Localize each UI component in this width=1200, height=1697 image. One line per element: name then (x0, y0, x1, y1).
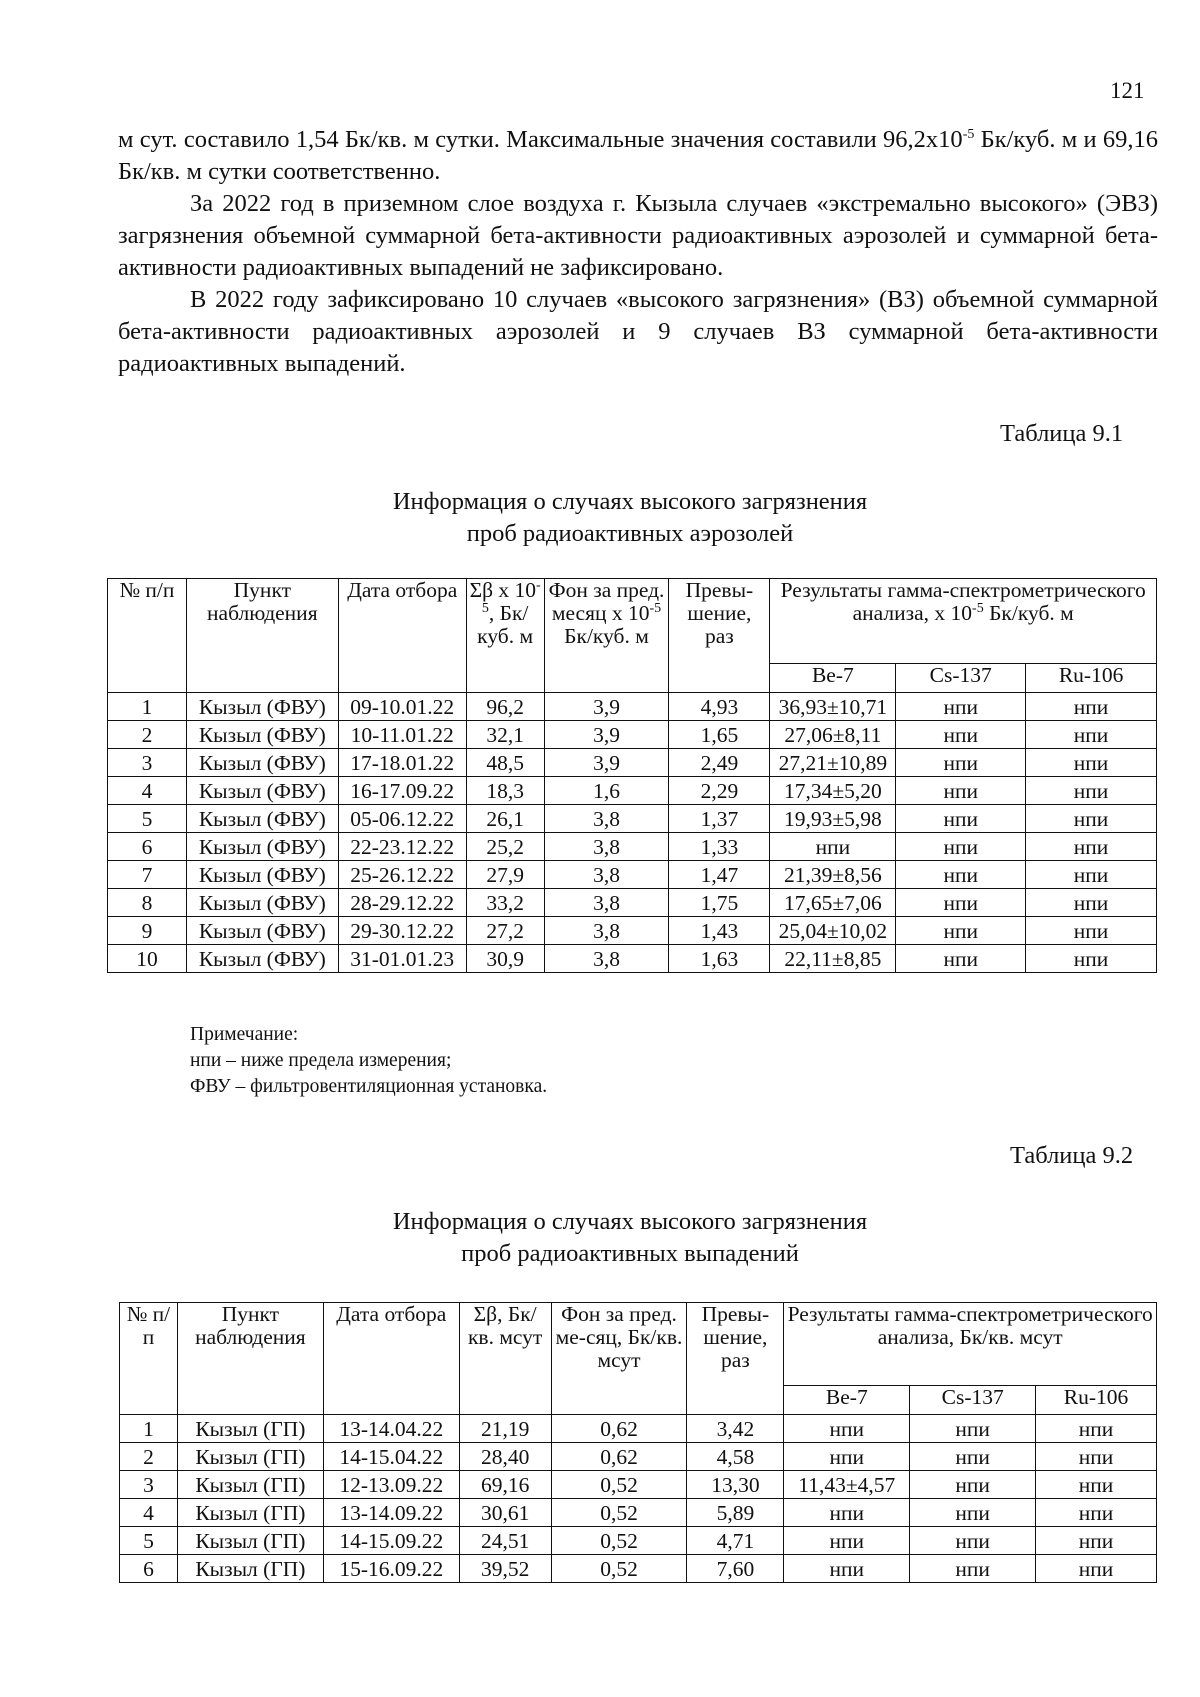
cell-num: 10 (108, 945, 187, 973)
cell-ru106: нпи (1026, 917, 1157, 945)
cell-cs137: нпи (896, 749, 1026, 777)
paragraph-1-text-a: м сут. составило 1,54 Бк/кв. м сутки. Максимальные значения составили 96,2х10 (118, 126, 963, 153)
cell-sum-beta: 24,51 (459, 1527, 551, 1555)
cell-cs137: нпи (910, 1555, 1036, 1583)
cell-excess: 1,33 (669, 833, 770, 861)
cell-ru106: нпи (1036, 1443, 1157, 1471)
cell-be7: 11,43±4,57 (784, 1471, 910, 1499)
note-block (190, 1022, 547, 1100)
header-point: Пункт наблюдения (186, 579, 338, 693)
table-row (120, 1555, 1157, 1583)
cell-num: 2 (108, 721, 187, 749)
note-line-1: нпи – ниже предела измерения; (190, 1050, 452, 1071)
cell-background: 3,8 (544, 945, 669, 973)
cell-num: 4 (120, 1499, 178, 1527)
header-sum-beta-a: Σβ х 10 (469, 578, 537, 602)
cell-be7: 17,34±5,20 (770, 777, 896, 805)
table-2-title-line-2: проб радиоактивных выпадений (461, 1240, 799, 1267)
table-row (120, 1527, 1157, 1555)
cell-cs137: нпи (896, 721, 1026, 749)
cell-num: 8 (108, 889, 187, 917)
table-row (108, 777, 1157, 805)
page-number: 121 (1110, 78, 1145, 103)
cell-be7: нпи (784, 1527, 910, 1555)
paragraph-1 (118, 124, 1158, 188)
cell-excess: 7,60 (687, 1555, 784, 1583)
table-1-title (250, 486, 1010, 550)
cell-num: 6 (120, 1555, 178, 1583)
cell-num: 3 (120, 1471, 178, 1499)
cell-num: 1 (108, 693, 187, 721)
cell-background: 1,6 (544, 777, 669, 805)
table-row (108, 833, 1157, 861)
header-background-sup: -5 (649, 600, 662, 616)
cell-date: 29-30.12.22 (338, 917, 466, 945)
cell-date: 16-17.09.22 (338, 777, 466, 805)
cell-date: 22-23.12.22 (338, 833, 466, 861)
cell-point: Кызыл (ФВУ) (186, 749, 338, 777)
header-sum-beta: Σβ, Бк/кв. мсут (459, 1303, 551, 1415)
header-background: Фон за пред. ме-сяц, Бк/кв. мсут (551, 1303, 687, 1415)
table-row (120, 1415, 1157, 1443)
header-ru106: Ru-106 (1036, 1386, 1157, 1415)
header-point: Пункт наблюдения (177, 1303, 323, 1415)
cell-background: 3,8 (544, 889, 669, 917)
cell-date: 15-16.09.22 (323, 1555, 459, 1583)
table-row (120, 1499, 1157, 1527)
cell-background: 0,62 (551, 1443, 687, 1471)
table-row (108, 693, 1157, 721)
cell-excess: 2,49 (669, 749, 770, 777)
cell-sum-beta: 27,9 (466, 861, 544, 889)
cell-cs137: нпи (910, 1471, 1036, 1499)
cell-background: 3,8 (544, 805, 669, 833)
header-be7: Be-7 (784, 1386, 910, 1415)
cell-be7: нпи (784, 1415, 910, 1443)
cell-point: Кызыл (ФВУ) (186, 917, 338, 945)
table-2-title (250, 1206, 1010, 1270)
cell-ru106: нпи (1036, 1471, 1157, 1499)
table-1-title-line-2: проб радиоактивных аэрозолей (466, 520, 794, 547)
cell-point: Кызыл (ФВУ) (186, 693, 338, 721)
cell-background: 0,62 (551, 1415, 687, 1443)
cell-date: 28-29.12.22 (338, 889, 466, 917)
cell-ru106: нпи (1036, 1527, 1157, 1555)
cell-cs137: нпи (910, 1415, 1036, 1443)
header-results-sup: -5 (972, 600, 984, 616)
header-date: Дата отбора (323, 1303, 459, 1415)
cell-point: Кызыл (ГП) (177, 1555, 323, 1583)
table-2-title-line-1: Информация о случаях высокого загрязнения (392, 1208, 868, 1235)
cell-date: 05-06.12.22 (338, 805, 466, 833)
cell-background: 0,52 (551, 1499, 687, 1527)
cell-date: 25-26.12.22 (338, 861, 466, 889)
cell-excess: 1,65 (669, 721, 770, 749)
cell-sum-beta: 30,61 (459, 1499, 551, 1527)
cell-ru106: нпи (1036, 1499, 1157, 1527)
header-excess: Превы-шение, раз (669, 579, 770, 693)
table-2-label: Таблица 9.2 (1010, 1142, 1134, 1169)
cell-date: 31-01.01.23 (338, 945, 466, 973)
cell-be7: 27,21±10,89 (770, 749, 896, 777)
cell-point: Кызыл (ГП) (177, 1415, 323, 1443)
cell-cs137: нпи (910, 1443, 1036, 1471)
cell-cs137: нпи (896, 777, 1026, 805)
cell-be7: 19,93±5,98 (770, 805, 896, 833)
cell-point: Кызыл (ФВУ) (186, 833, 338, 861)
cell-background: 3,8 (544, 917, 669, 945)
cell-be7: нпи (784, 1555, 910, 1583)
cell-point: Кызыл (ФВУ) (186, 889, 338, 917)
header-sum-beta (466, 579, 544, 693)
header-num: № п/п (108, 579, 187, 693)
table-row (108, 805, 1157, 833)
header-background-b: Бк/куб. м (564, 624, 649, 648)
cell-point: Кызыл (ФВУ) (186, 777, 338, 805)
table-aerosols (107, 578, 1157, 973)
table-1-title-line-1: Информация о случаях высокого загрязнения (392, 488, 868, 515)
cell-sum-beta: 32,1 (466, 721, 544, 749)
header-sum-beta-sup: -5 (481, 577, 541, 616)
header-background-a: Фон за пред. месяц х 10 (548, 578, 665, 625)
header-results: Результаты гамма-спектрометрического анализа, Бк/кв. мсут (784, 1303, 1157, 1386)
cell-sum-beta: 25,2 (466, 833, 544, 861)
cell-ru106: нпи (1026, 749, 1157, 777)
cell-background: 3,9 (544, 693, 669, 721)
cell-sum-beta: 26,1 (466, 805, 544, 833)
cell-point: Кызыл (ГП) (177, 1499, 323, 1527)
cell-excess: 4,58 (687, 1443, 784, 1471)
cell-excess: 4,71 (687, 1527, 784, 1555)
cell-background: 3,9 (544, 749, 669, 777)
cell-excess: 1,47 (669, 861, 770, 889)
paragraph-3: В 2022 году зафиксировано 10 случаев «высокого загрязнения» (ВЗ) объемной суммарной бета-активности радиоактивных аэрозолей и 9 случаев ВЗ суммарной бета-активности радиоактивных выпадений. (118, 286, 1158, 377)
table-1-label: Таблица 9.1 (1000, 420, 1124, 447)
cell-sum-beta: 39,52 (459, 1555, 551, 1583)
header-background (544, 579, 669, 693)
cell-excess: 2,29 (669, 777, 770, 805)
table-row (108, 945, 1157, 973)
cell-excess: 1,37 (669, 805, 770, 833)
cell-num: 6 (108, 833, 187, 861)
cell-be7: 27,06±8,11 (770, 721, 896, 749)
cell-date: 13-14.09.22 (323, 1499, 459, 1527)
cell-ru106: нпи (1026, 889, 1157, 917)
cell-date: 14-15.04.22 (323, 1443, 459, 1471)
cell-point: Кызыл (ГП) (177, 1527, 323, 1555)
cell-excess: 3,42 (687, 1415, 784, 1443)
cell-cs137: нпи (910, 1527, 1036, 1555)
cell-cs137: нпи (896, 693, 1026, 721)
header-cs137: Cs-137 (896, 664, 1026, 693)
header-num: № п/п (120, 1303, 178, 1415)
table-row (108, 917, 1157, 945)
header-results-a: Результаты гамма-спектрометрического анализа, х 10 (780, 578, 1146, 625)
cell-sum-beta: 21,19 (459, 1415, 551, 1443)
cell-point: Кызыл (ФВУ) (186, 721, 338, 749)
cell-background: 3,8 (544, 861, 669, 889)
cell-cs137: нпи (896, 805, 1026, 833)
table-row (108, 861, 1157, 889)
cell-be7: 25,04±10,02 (770, 917, 896, 945)
cell-excess: 1,43 (669, 917, 770, 945)
cell-be7: нпи (784, 1443, 910, 1471)
note-title: Примечание: (190, 1024, 299, 1045)
cell-num: 4 (108, 777, 187, 805)
cell-sum-beta: 30,9 (466, 945, 544, 973)
cell-point: Кызыл (ФВУ) (186, 861, 338, 889)
table-fallout (119, 1302, 1157, 1583)
table-row (108, 889, 1157, 917)
cell-cs137: нпи (896, 889, 1026, 917)
paragraph-2: За 2022 год в приземном слое воздуха г. Кызыла случаев «экстремально высокого» (ЭВЗ) загрязнения объемной суммарной бета-активности радиоактивных аэрозолей и суммарной бета-активности радиоактивных выпадений не зафиксировано. (118, 190, 1158, 281)
table-row (120, 1443, 1157, 1471)
table-row (108, 721, 1157, 749)
cell-num: 2 (120, 1443, 178, 1471)
cell-excess: 1,63 (669, 945, 770, 973)
header-sum-beta-b: , Бк/куб. м (477, 601, 534, 648)
cell-ru106: нпи (1026, 721, 1157, 749)
header-be7: Be-7 (770, 664, 896, 693)
cell-date: 13-14.04.22 (323, 1415, 459, 1443)
cell-cs137: нпи (896, 861, 1026, 889)
table-row (120, 1471, 1157, 1499)
cell-num: 1 (120, 1415, 178, 1443)
table-row (108, 749, 1157, 777)
cell-sum-beta: 96,2 (466, 693, 544, 721)
cell-ru106: нпи (1026, 805, 1157, 833)
cell-be7: 36,93±10,71 (770, 693, 896, 721)
cell-ru106: нпи (1036, 1555, 1157, 1583)
header-excess: Превы-шение, раз (687, 1303, 784, 1415)
cell-num: 9 (108, 917, 187, 945)
cell-sum-beta: 33,2 (466, 889, 544, 917)
cell-excess: 13,30 (687, 1471, 784, 1499)
cell-background: 3,8 (544, 833, 669, 861)
cell-point: Кызыл (ФВУ) (186, 805, 338, 833)
header-cs137: Cs-137 (910, 1386, 1036, 1415)
cell-ru106: нпи (1026, 861, 1157, 889)
cell-sum-beta: 28,40 (459, 1443, 551, 1471)
cell-cs137: нпи (896, 917, 1026, 945)
cell-cs137: нпи (896, 945, 1026, 973)
cell-sum-beta: 69,16 (459, 1471, 551, 1499)
cell-background: 0,52 (551, 1527, 687, 1555)
cell-ru106: нпи (1026, 945, 1157, 973)
cell-be7: нпи (784, 1499, 910, 1527)
cell-background: 0,52 (551, 1555, 687, 1583)
cell-point: Кызыл (ГП) (177, 1471, 323, 1499)
cell-ru106: нпи (1036, 1415, 1157, 1443)
header-results-b: Бк/куб. м (983, 601, 1074, 625)
cell-sum-beta: 27,2 (466, 917, 544, 945)
cell-excess: 5,89 (687, 1499, 784, 1527)
cell-date: 14-15.09.22 (323, 1527, 459, 1555)
cell-cs137: нпи (896, 833, 1026, 861)
note-line-2: ФВУ – фильтровентиляционная установка. (190, 1076, 548, 1097)
cell-excess: 4,93 (669, 693, 770, 721)
header-results (770, 579, 1157, 664)
cell-ru106: нпи (1026, 777, 1157, 805)
cell-num: 3 (108, 749, 187, 777)
cell-be7: нпи (770, 833, 896, 861)
cell-ru106: нпи (1026, 693, 1157, 721)
cell-be7: 21,39±8,56 (770, 861, 896, 889)
cell-num: 7 (108, 861, 187, 889)
cell-sum-beta: 48,5 (466, 749, 544, 777)
cell-be7: 22,11±8,85 (770, 945, 896, 973)
cell-point: Кызыл (ФВУ) (186, 945, 338, 973)
cell-date: 09-10.01.22 (338, 693, 466, 721)
cell-num: 5 (120, 1527, 178, 1555)
cell-background: 0,52 (551, 1471, 687, 1499)
cell-date: 10-11.01.22 (338, 721, 466, 749)
cell-be7: 17,65±7,06 (770, 889, 896, 917)
cell-num: 5 (108, 805, 187, 833)
cell-sum-beta: 18,3 (466, 777, 544, 805)
paragraph-1-text-b: Бк/куб. м и 69,16 Бк/кв. м сутки соответственно. (118, 126, 1159, 185)
cell-point: Кызыл (ГП) (177, 1443, 323, 1471)
header-ru106: Ru-106 (1026, 664, 1157, 693)
cell-excess: 1,75 (669, 889, 770, 917)
paragraph-1-superscript: -5 (962, 126, 975, 142)
cell-date: 12-13.09.22 (323, 1471, 459, 1499)
cell-ru106: нпи (1026, 833, 1157, 861)
cell-cs137: нпи (910, 1499, 1036, 1527)
cell-background: 3,9 (544, 721, 669, 749)
cell-date: 17-18.01.22 (338, 749, 466, 777)
header-date: Дата отбора (338, 579, 466, 693)
